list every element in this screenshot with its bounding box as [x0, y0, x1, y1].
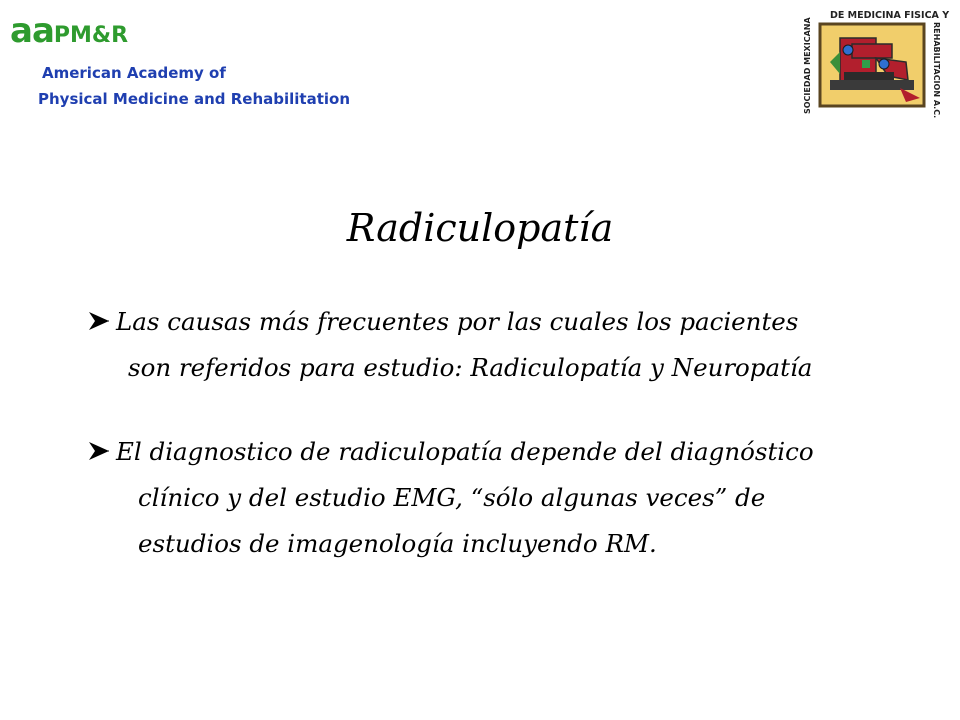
- aapmr-logo-line1: American Academy of: [42, 64, 226, 82]
- arrow-bullet-icon: [86, 310, 114, 332]
- aapmr-logo: [10, 11, 370, 114]
- bullet-item: [86, 429, 886, 567]
- bullet-line: estudios de imagenología incluyendo RM.: [138, 529, 657, 558]
- slide-title: Radiculopatía: [346, 206, 614, 250]
- aapmr-logo-aa: aa: [10, 11, 54, 51]
- arrow-bullet-icon: [86, 440, 114, 462]
- bullet-text: El diagnostico de radiculopatía depende del diagnóstico: [116, 437, 814, 466]
- bullet-line: clínico y del estudio EMG, “sólo algunas veces” de: [138, 483, 766, 512]
- aapmr-logo-pmr: PM&R: [53, 23, 129, 48]
- aapmr-logo-line2: Physical Medicine and Rehabilitation: [38, 90, 351, 108]
- bullet-line-first: [86, 429, 886, 475]
- bullet-text: Las causas más frecuentes por las cuales los pacientes: [116, 307, 799, 336]
- bullet-item: [86, 299, 886, 391]
- bullet-line: son referidos para estudio: Radiculopatía y Neuropatía: [128, 353, 813, 382]
- aapmr-logo-mark: [10, 11, 129, 51]
- bullet-line-first: [86, 299, 886, 345]
- seal-icon: [790, 2, 956, 118]
- seal-text-right: REHABILITACION A.C.: [932, 22, 941, 118]
- seal-text-top: DE MEDICINA FISICA Y: [830, 10, 950, 21]
- seal-text-left: SOCIEDAD MEXICANA: [803, 17, 812, 114]
